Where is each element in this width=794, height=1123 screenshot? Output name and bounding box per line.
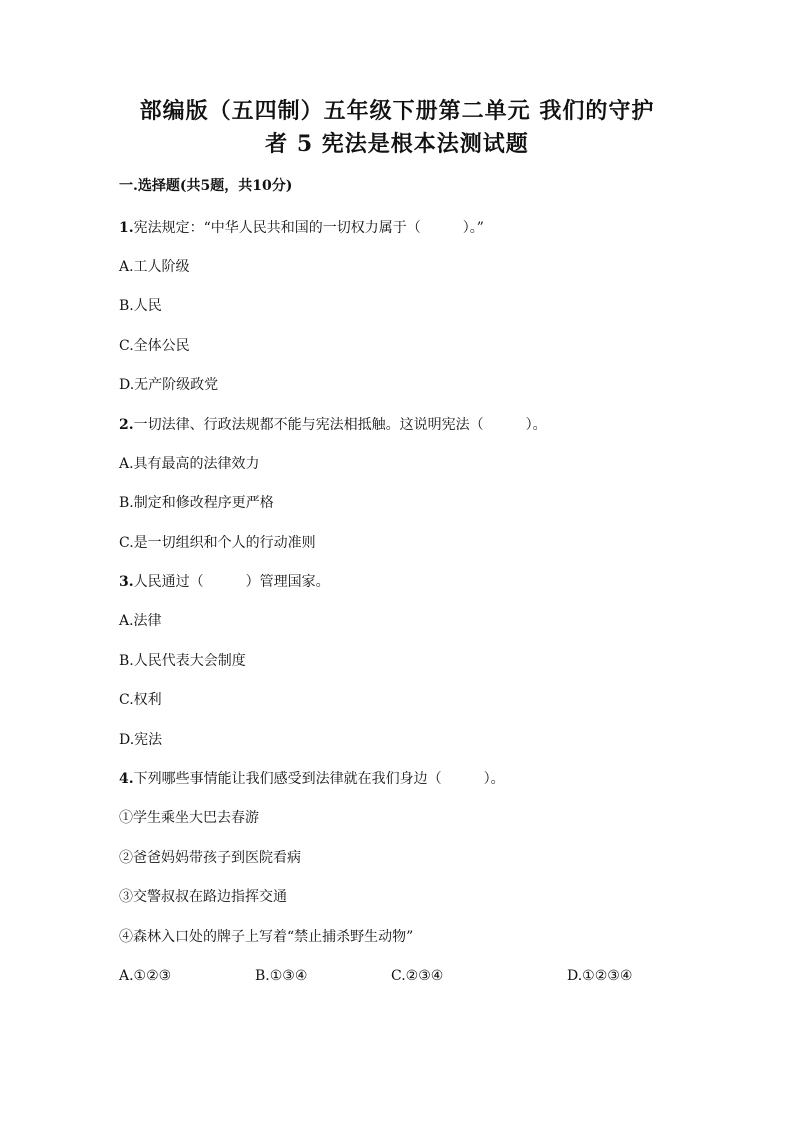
question-2-option-c: C.是一切组织和个人的行动准则 — [119, 535, 316, 551]
question-2-stem — [119, 415, 547, 435]
question-1-option-d: D.无产阶级政党 — [119, 377, 219, 393]
question-4-option-a: A.①②③ — [119, 968, 172, 984]
question-2-option-b: B.制定和修改程序更严格 — [119, 495, 274, 511]
page-title-line-1: 部编版（五四制）五年级下册第二单元 我们的守护 — [139, 98, 655, 124]
question-3-stem — [119, 572, 330, 592]
question-1-option-a: A.工人阶级 — [119, 259, 190, 275]
question-4-option-d: D.①②③④ — [567, 968, 633, 984]
question-4-statement-2: ②爸爸妈妈带孩子到医院看病 — [119, 850, 301, 866]
question-3-text: 人民通过（ ）管理国家。 — [133, 574, 330, 590]
question-4-option-c: C.②③④ — [391, 968, 444, 984]
question-1-option-b: B.人民 — [119, 298, 162, 314]
question-1-option-c: C.全体公民 — [119, 338, 190, 354]
question-3-option-a: A.法律 — [119, 613, 162, 629]
question-3-option-d: D.宪法 — [119, 732, 163, 748]
question-2-option-a: A.具有最高的法律效力 — [119, 456, 260, 472]
question-3-option-c: C.权利 — [119, 692, 162, 708]
page-title-line-2: 者 5 宪法是根本法测试题 — [265, 131, 529, 157]
question-2-text: 一切法律、行政法规都不能与宪法相抵触。这说明宪法（ ）。 — [133, 417, 547, 433]
question-3-number: 3. — [119, 574, 134, 590]
question-3-option-b: B.人民代表大会制度 — [119, 653, 246, 669]
question-1-stem — [119, 218, 484, 238]
question-4-option-b: B.①③④ — [255, 968, 308, 984]
question-1-text: 宪法规定：“中华人民共和国的一切权力属于（ ）。” — [133, 220, 484, 236]
question-4-text: 下列哪些事情能让我们感受到法律就在我们身边（ ）。 — [133, 771, 505, 787]
question-4-number: 4. — [119, 771, 134, 787]
question-4-statement-1: ①学生乘坐大巴去春游 — [119, 810, 259, 826]
question-4-statement-3: ③交警叔叔在路边指挥交通 — [119, 889, 287, 905]
question-4-stem — [119, 769, 505, 789]
question-4-statement-4: ④森林入口处的牌子上写着“禁止捕杀野生动物” — [119, 929, 414, 945]
section-heading: 一.选择题(共5题，共10分) — [119, 178, 293, 194]
question-1-number: 1. — [119, 220, 134, 236]
question-2-number: 2. — [119, 417, 134, 433]
